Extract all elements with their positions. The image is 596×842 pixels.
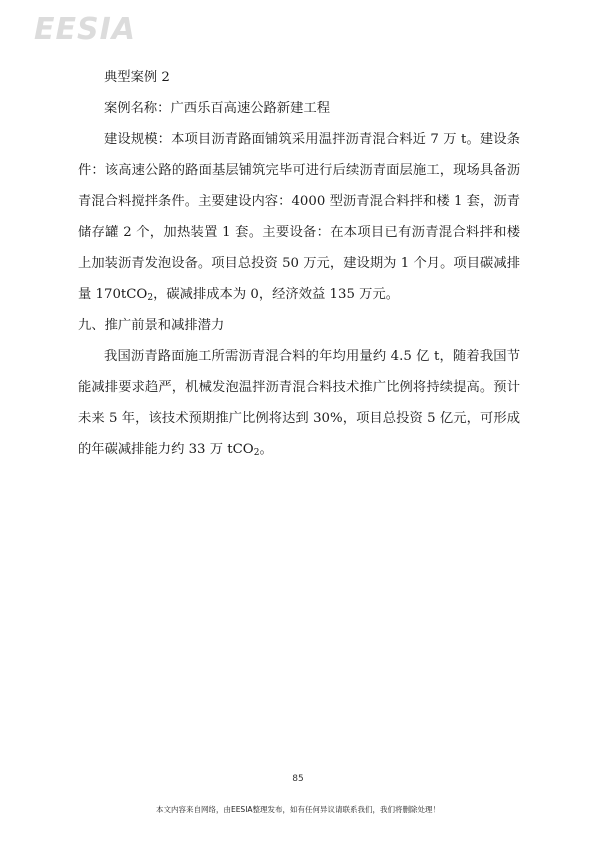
section-heading: 九、推广前景和减排潜力 — [78, 318, 225, 333]
co2-subscript: 2 — [253, 448, 260, 458]
co2-subscript: 2 — [147, 293, 154, 303]
case-name: 案例名称：广西乐百高速公路新建工程 — [104, 101, 331, 116]
footer-note: 本文内容来自网络，由EESIA整理发布，如有任何异议请联系我们，我们将删除处理！ — [155, 805, 441, 814]
construction-text: 建设规模：本项目沥青路面铺筑采用温拌沥青混合料近 7 万 t。建设条件：该高速公路的路面基层铺筑完毕可进行后续沥青面层施工，现场具备沥青混合料搅拌条件。主要建设内容：4000 型沥青混合料拌和楼 1 套，沥青储存罐 2 个，加热装置 1 套。主要设备：在本项目已有沥青混合料拌和楼上加装沥青发泡设备。项目总投资 50 万元，建设期为 1 个月。项目碳减排量 170tCO — [78, 132, 520, 302]
case-title: 典型案例 2 — [104, 70, 170, 85]
document-body — [78, 62, 520, 465]
outlook-paragraph — [78, 341, 520, 465]
eesia-logo: EESIA — [34, 12, 136, 47]
construction-text-end: ，碳减排成本为 0，经济效益 135 万元。 — [153, 287, 400, 302]
construction-paragraph — [78, 124, 520, 310]
page-number: 85 — [292, 774, 304, 784]
outlook-text: 我国沥青路面施工所需沥青混合料的年均用量约 4.5 亿 t，随着我国节能减排要求趋严，机械发泡温拌沥青混合料技术推广比例将持续提高。预计未来 5 年，该技术预期推广比例将达到 30%，项目总投资 5 亿元，可形成的年碳减排能力约 33 万 tCO — [78, 349, 520, 457]
outlook-text-end: 。 — [259, 442, 273, 457]
